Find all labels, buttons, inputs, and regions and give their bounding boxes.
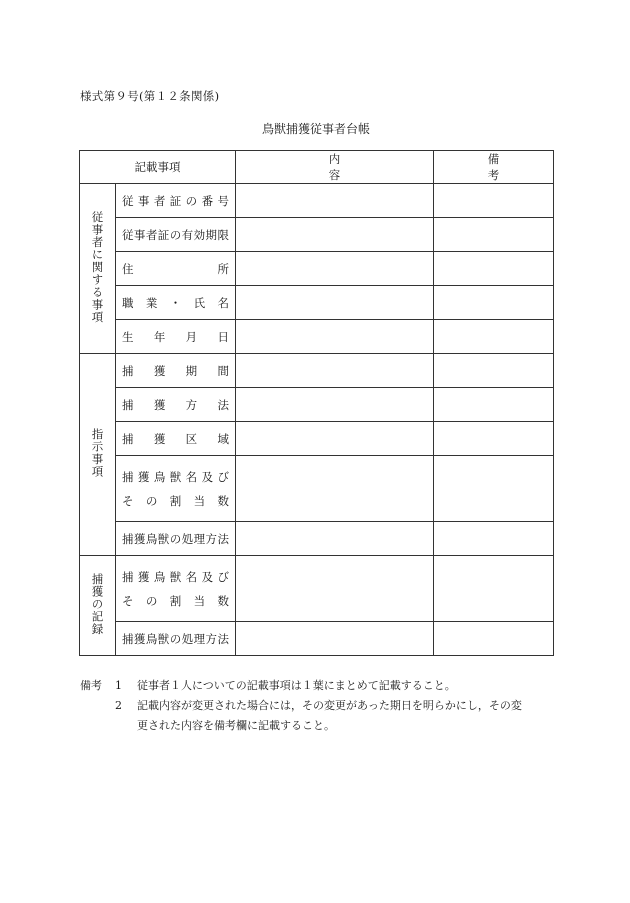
content-cell[interactable]: [236, 184, 434, 218]
item-label: 従事者証の番号: [116, 184, 236, 218]
section-label-instructions: 指示事項: [80, 354, 116, 556]
remarks-cell[interactable]: [434, 388, 554, 422]
ledger-table: [79, 150, 554, 656]
table-row: [80, 286, 554, 320]
content-cell[interactable]: [236, 522, 434, 556]
header-items: 記載事項: [80, 151, 236, 184]
table-row: [80, 320, 554, 354]
table-row: [80, 622, 554, 656]
table-row: [80, 252, 554, 286]
item-label: 従事者証の有効期限: [116, 218, 236, 252]
remarks-cell[interactable]: [434, 354, 554, 388]
section-label-worker: 従事者に関する事項: [80, 184, 116, 354]
item-label: 職業・氏名: [116, 286, 236, 320]
remarks-cell[interactable]: [434, 456, 554, 522]
content-cell[interactable]: [236, 354, 434, 388]
table-row: [80, 354, 554, 388]
remarks-cell[interactable]: [434, 556, 554, 622]
content-cell[interactable]: [236, 622, 434, 656]
remarks-label: 備考: [80, 679, 102, 692]
remarks-cell[interactable]: [434, 252, 554, 286]
item-label: 捕獲方法: [116, 388, 236, 422]
item-label: 捕獲鳥獣名及び その割当数: [116, 556, 236, 622]
item-label: 生年月日: [116, 320, 236, 354]
item-label: 捕獲鳥獣の処理方法: [116, 522, 236, 556]
remarks-cell[interactable]: [434, 522, 554, 556]
table-row: [80, 456, 554, 522]
table-row: [80, 388, 554, 422]
content-cell[interactable]: [236, 422, 434, 456]
header-content: 内容: [236, 151, 434, 184]
content-cell[interactable]: [236, 286, 434, 320]
table-row: [80, 422, 554, 456]
table-row: [80, 522, 554, 556]
remarks-note-2: 2 記載内容が変更された場合には，その変更があった期日を明らかにし，その変 更された内容を備考欄に記載すること。: [115, 699, 522, 732]
remarks-cell[interactable]: [434, 184, 554, 218]
table-row: [80, 184, 554, 218]
content-cell[interactable]: [236, 556, 434, 622]
remarks-note-1: 1 従事者１人についての記載事項は１葉にまとめて記載すること。: [115, 679, 456, 692]
content-cell[interactable]: [236, 252, 434, 286]
table-row: [80, 556, 554, 622]
content-cell[interactable]: [236, 456, 434, 522]
remarks-cell[interactable]: [434, 218, 554, 252]
form-number: 様式第９号(第１２条関係): [80, 89, 220, 103]
remarks-cell[interactable]: [434, 422, 554, 456]
item-label: 捕獲鳥獣の処理方法: [116, 622, 236, 656]
item-label: 捕獲区域: [116, 422, 236, 456]
remarks-cell[interactable]: [434, 622, 554, 656]
remarks-cell[interactable]: [434, 286, 554, 320]
header-row: [80, 151, 554, 184]
content-cell[interactable]: [236, 388, 434, 422]
remarks-cell[interactable]: [434, 320, 554, 354]
header-remarks: 備考: [434, 151, 554, 184]
item-label: 住所: [116, 252, 236, 286]
item-label: 捕獲鳥獣名及び その割当数: [116, 456, 236, 522]
ledger-title: 鳥獣捕獲従事者台帳: [261, 122, 370, 136]
table-row: [80, 218, 554, 252]
item-label: 捕獲期間: [116, 354, 236, 388]
section-label-record: 捕獲の記録: [80, 556, 116, 656]
content-cell[interactable]: [236, 320, 434, 354]
content-cell[interactable]: [236, 218, 434, 252]
